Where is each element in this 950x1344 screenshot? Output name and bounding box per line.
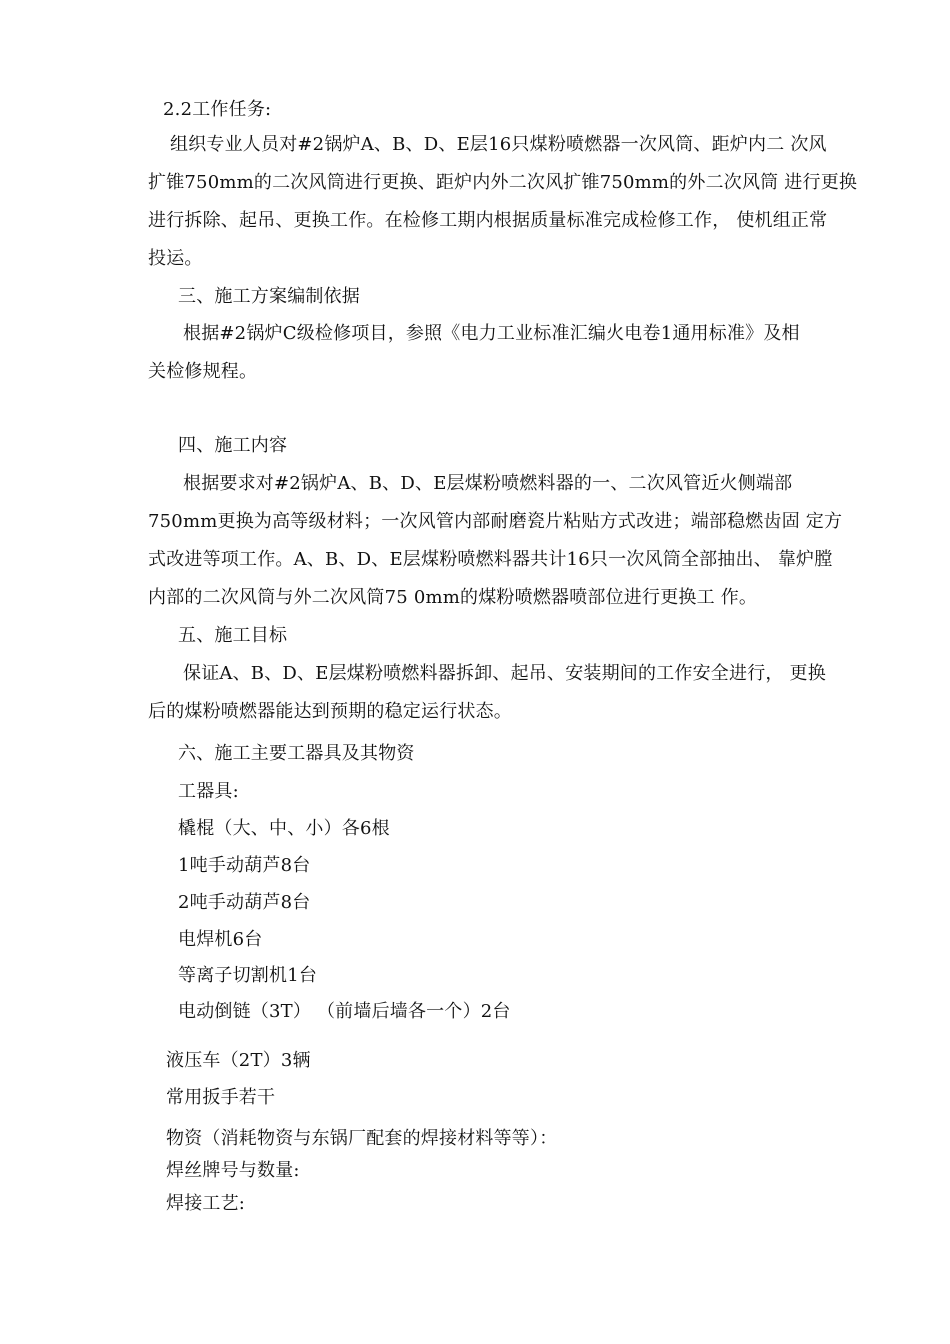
welding-process-label: 焊接工艺: xyxy=(166,1193,246,1214)
section-3-body-line-2: 关检修规程。 xyxy=(148,361,258,382)
tool-item: 电动倒链（3T） （前墙后墙各一个）2台 xyxy=(178,1001,511,1022)
tool-item: 1吨手动葫芦8台 xyxy=(178,855,311,876)
tool-item: 2吨手动葫芦8台 xyxy=(178,892,311,913)
tool-item: 电焊机6台 xyxy=(178,929,263,950)
section-5-body-line-2: 后的煤粉喷燃器能达到预期的稳定运行状态。 xyxy=(148,701,512,722)
section-3-heading: 三、施工方案编制依据 xyxy=(178,286,360,307)
section-2-2-body-line-3: 进行拆除、起吊、更换工作。在检修工期内根据质量标准完成检修工作， 使机组正常 xyxy=(148,210,828,231)
section-6-heading: 六、施工主要工器具及其物资 xyxy=(178,743,415,764)
tool-item: 常用扳手若干 xyxy=(166,1087,276,1108)
section-2-2-body-line-1: 组织专业人员对#2锅炉A、B、D、E层16只煤粉喷燃器一次风筒、距炉内二 次风 xyxy=(170,134,827,155)
section-2-2-heading: 2.2工作任务: xyxy=(163,99,272,120)
section-3-body-line-1: 根据#2锅炉C级检修项目，参照《电力工业标准汇编火电卷1通用标准》及相 xyxy=(183,323,800,344)
section-5-heading: 五、施工目标 xyxy=(178,625,288,646)
tool-item: 等离子切割机1台 xyxy=(178,965,318,986)
tool-item: 橇棍（大、中、小）各6根 xyxy=(178,818,390,839)
section-2-2-body-line-2: 扩锥750mm的二次风筒进行更换、距炉内外二次风扩锥750mm的外二次风筒 进行更换 xyxy=(148,172,858,193)
section-2-2-body-line-4: 投运。 xyxy=(148,248,203,269)
tools-label: 工器具: xyxy=(178,781,239,802)
section-5-body-line-1: 保证A、B、D、E层煤粉喷燃料器拆卸、起吊、安装期间的工作安全进行， 更换 xyxy=(183,663,826,684)
section-4-body-line-4: 内部的二次风筒与外二次风筒75 0mm的煤粉喷燃器喷部位进行更换工 作。 xyxy=(148,587,758,608)
section-4-body-line-2: 750mm更换为高等级材料；一次风管内部耐磨瓷片粘贴方式改进；端部稳燃齿固 定方 xyxy=(148,511,843,532)
welding-wire-label: 焊丝牌号与数量: xyxy=(166,1160,300,1181)
tool-item: 液压车（2T）3辆 xyxy=(166,1050,311,1071)
section-4-body-line-3: 式改进等项工作。A、B、D、E层煤粉喷燃料器共计16只一次风筒全部抽出、 靠炉膛 xyxy=(148,549,833,570)
section-4-heading: 四、施工内容 xyxy=(178,435,288,456)
section-4-body-line-1: 根据要求对#2锅炉A、B、D、E层煤粉喷燃料器的一、二次风管近火侧端部 xyxy=(183,473,793,494)
materials-label: 物资（消耗物资与东锅厂配套的焊接材料等等）： xyxy=(166,1128,558,1149)
